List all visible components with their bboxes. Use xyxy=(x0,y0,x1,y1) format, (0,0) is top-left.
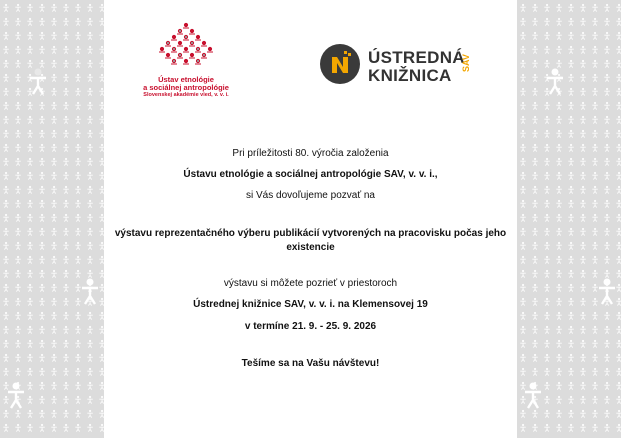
venue-intro: výstavu si môžete pozrieť v priestoroch xyxy=(223,278,398,289)
venue-name: Ústrednej knižnice SAV, v. v. i. na Klemensovej 19 xyxy=(193,299,428,310)
invitation-institute: Ústavu etnológie a sociálnej antropológie SAV, v. v. i., xyxy=(183,169,438,180)
exhibition-title-1: výstavu reprezentačného výberu publikácií vytvorených na pracovisku počas jeho xyxy=(114,228,507,239)
exhibition-title-2: existencie xyxy=(286,242,335,253)
exhibition-dates: v termíne 21. 9. - 25. 9. 2026 xyxy=(244,321,377,332)
library-sav-label: SAV xyxy=(461,54,471,72)
closing-line: Tešíme sa na Vašu návštevu! xyxy=(241,358,380,369)
figures-pattern-right xyxy=(517,0,621,438)
people-figures-icon xyxy=(154,22,218,70)
library-name-line1: ÚSTREDNÁ xyxy=(368,48,465,67)
institute-logo xyxy=(136,22,236,110)
institute-name-line1: Ústav etnológie xyxy=(158,75,214,84)
figures-pattern-left xyxy=(0,0,104,438)
invitation-line-1: Pri príležitosti 80. výročia založenia xyxy=(232,148,389,159)
library-logo xyxy=(320,42,470,88)
left-decorative-panel xyxy=(0,0,104,438)
library-n-icon xyxy=(320,44,360,84)
institute-name xyxy=(136,76,236,92)
right-decorative-panel xyxy=(517,0,621,438)
institute-name-line2: a sociálnej antropológie xyxy=(143,83,229,92)
institute-subtitle: Slovenskej akadémie vied, v. v. i. xyxy=(143,92,229,98)
library-name-line2: KNIŽNICA xyxy=(368,66,452,85)
invitation-line-3: si Vás dovoľujeme pozvať na xyxy=(246,190,375,201)
